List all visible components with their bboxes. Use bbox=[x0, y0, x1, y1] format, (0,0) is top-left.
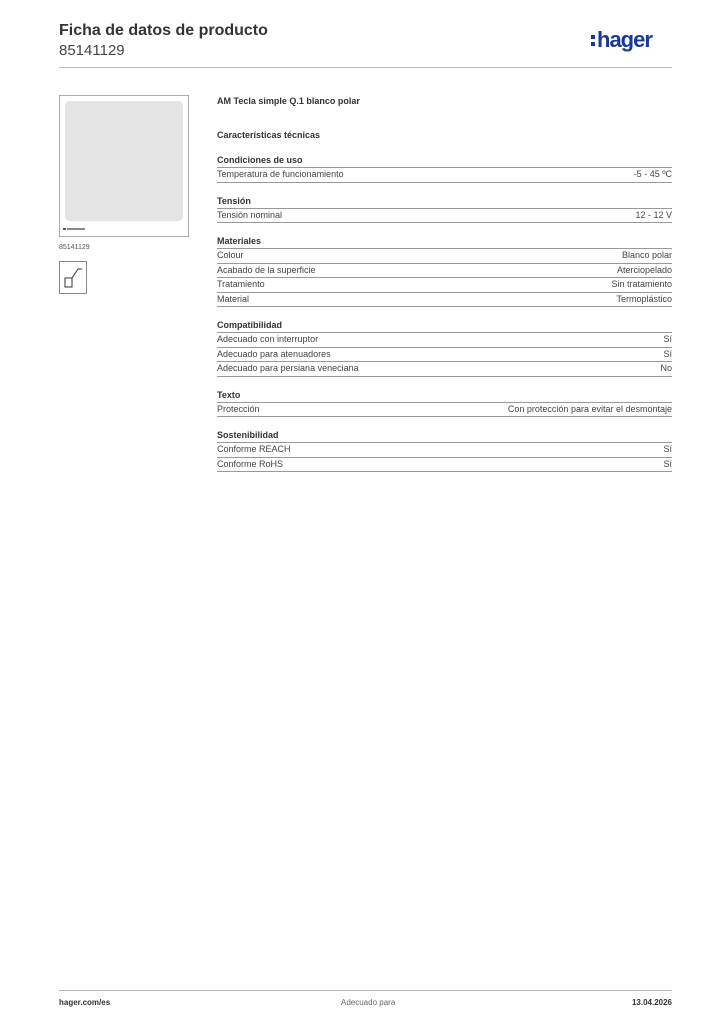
section-materials bbox=[217, 235, 672, 307]
footer-center-text: Adecuado para bbox=[341, 998, 396, 1007]
spec-label: Protección bbox=[217, 403, 260, 414]
spec-value: Sí bbox=[663, 334, 672, 344]
spec-row bbox=[217, 443, 672, 458]
hager-logo-icon bbox=[590, 25, 672, 55]
section-voltage bbox=[217, 195, 672, 224]
section-compatibility bbox=[217, 319, 672, 377]
spec-row bbox=[217, 249, 672, 264]
product-thumbnail[interactable] bbox=[59, 95, 189, 237]
spec-value: Termoplástico bbox=[616, 293, 672, 304]
section-title: Materiales bbox=[217, 235, 672, 249]
product-code: 85141129 bbox=[59, 42, 125, 59]
footer-divider bbox=[59, 990, 672, 991]
spec-row bbox=[217, 333, 672, 348]
spec-value: Aterciopelado bbox=[616, 264, 672, 275]
spec-row bbox=[217, 264, 672, 279]
spec-label: Colour bbox=[217, 250, 244, 260]
spec-value: Sí bbox=[663, 458, 672, 469]
footer-date: 13.04.2026 bbox=[631, 998, 672, 1007]
spec-content bbox=[217, 94, 672, 472]
spec-label: Material bbox=[217, 293, 250, 304]
section-title: Tensión bbox=[217, 195, 672, 209]
spec-row bbox=[217, 348, 672, 363]
section-title: Compatibilidad bbox=[217, 319, 672, 333]
thumbnail-code: 85141129 bbox=[59, 244, 90, 251]
spec-label: Acabado de la superficie bbox=[217, 264, 316, 275]
spec-value: Blanco polar bbox=[621, 250, 672, 260]
section-sustainability bbox=[217, 429, 672, 472]
product-name: AM Tecla simple Q.1 blanco polar bbox=[217, 96, 360, 106]
section-title: Sostenibilidad bbox=[217, 429, 672, 443]
spec-label: Temperatura de funcionamiento bbox=[217, 169, 344, 179]
spec-label: Adecuado para persiana veneciana bbox=[217, 363, 359, 373]
spec-row bbox=[217, 458, 672, 473]
spec-value: No bbox=[660, 363, 672, 373]
switch-cover-image bbox=[65, 101, 183, 221]
spec-value: 12 - 12 V bbox=[635, 209, 672, 220]
switch-symbol-icon bbox=[59, 261, 87, 294]
spec-label: Tensión nominal bbox=[217, 209, 283, 220]
spec-row bbox=[217, 362, 672, 377]
spec-value: Sí bbox=[663, 348, 672, 359]
spec-label: Conforme RoHS bbox=[217, 458, 284, 469]
spec-value: Sí bbox=[663, 444, 672, 454]
page-header bbox=[59, 20, 672, 70]
website-link[interactable]: hager.com/es bbox=[59, 998, 111, 1007]
header-divider bbox=[59, 67, 672, 68]
characteristics-title: Características técnicas bbox=[217, 130, 321, 140]
spec-label: Adecuado con interruptor bbox=[217, 334, 319, 344]
logo-text: hager bbox=[597, 27, 652, 52]
spec-label: Adecuado para atenuadores bbox=[217, 348, 331, 359]
spec-row bbox=[217, 209, 672, 224]
spec-value: Sin tratamiento bbox=[611, 279, 672, 289]
section-conditions bbox=[217, 154, 672, 183]
section-title: Texto bbox=[217, 389, 672, 403]
page-title: Ficha de datos de producto bbox=[59, 22, 268, 39]
spec-row bbox=[217, 293, 672, 308]
logo-mark-icon bbox=[63, 226, 87, 232]
section-text bbox=[217, 389, 672, 418]
spec-value: Con protección para evitar el desmontaje bbox=[507, 403, 672, 414]
spec-row bbox=[217, 168, 672, 183]
section-title: Condiciones de uso bbox=[217, 154, 672, 168]
spec-value: -5 - 45 ºC bbox=[633, 169, 672, 179]
spec-label: Tratamiento bbox=[217, 279, 265, 289]
spec-label: Conforme REACH bbox=[217, 444, 291, 454]
spec-row bbox=[217, 278, 672, 293]
spec-row bbox=[217, 403, 672, 418]
